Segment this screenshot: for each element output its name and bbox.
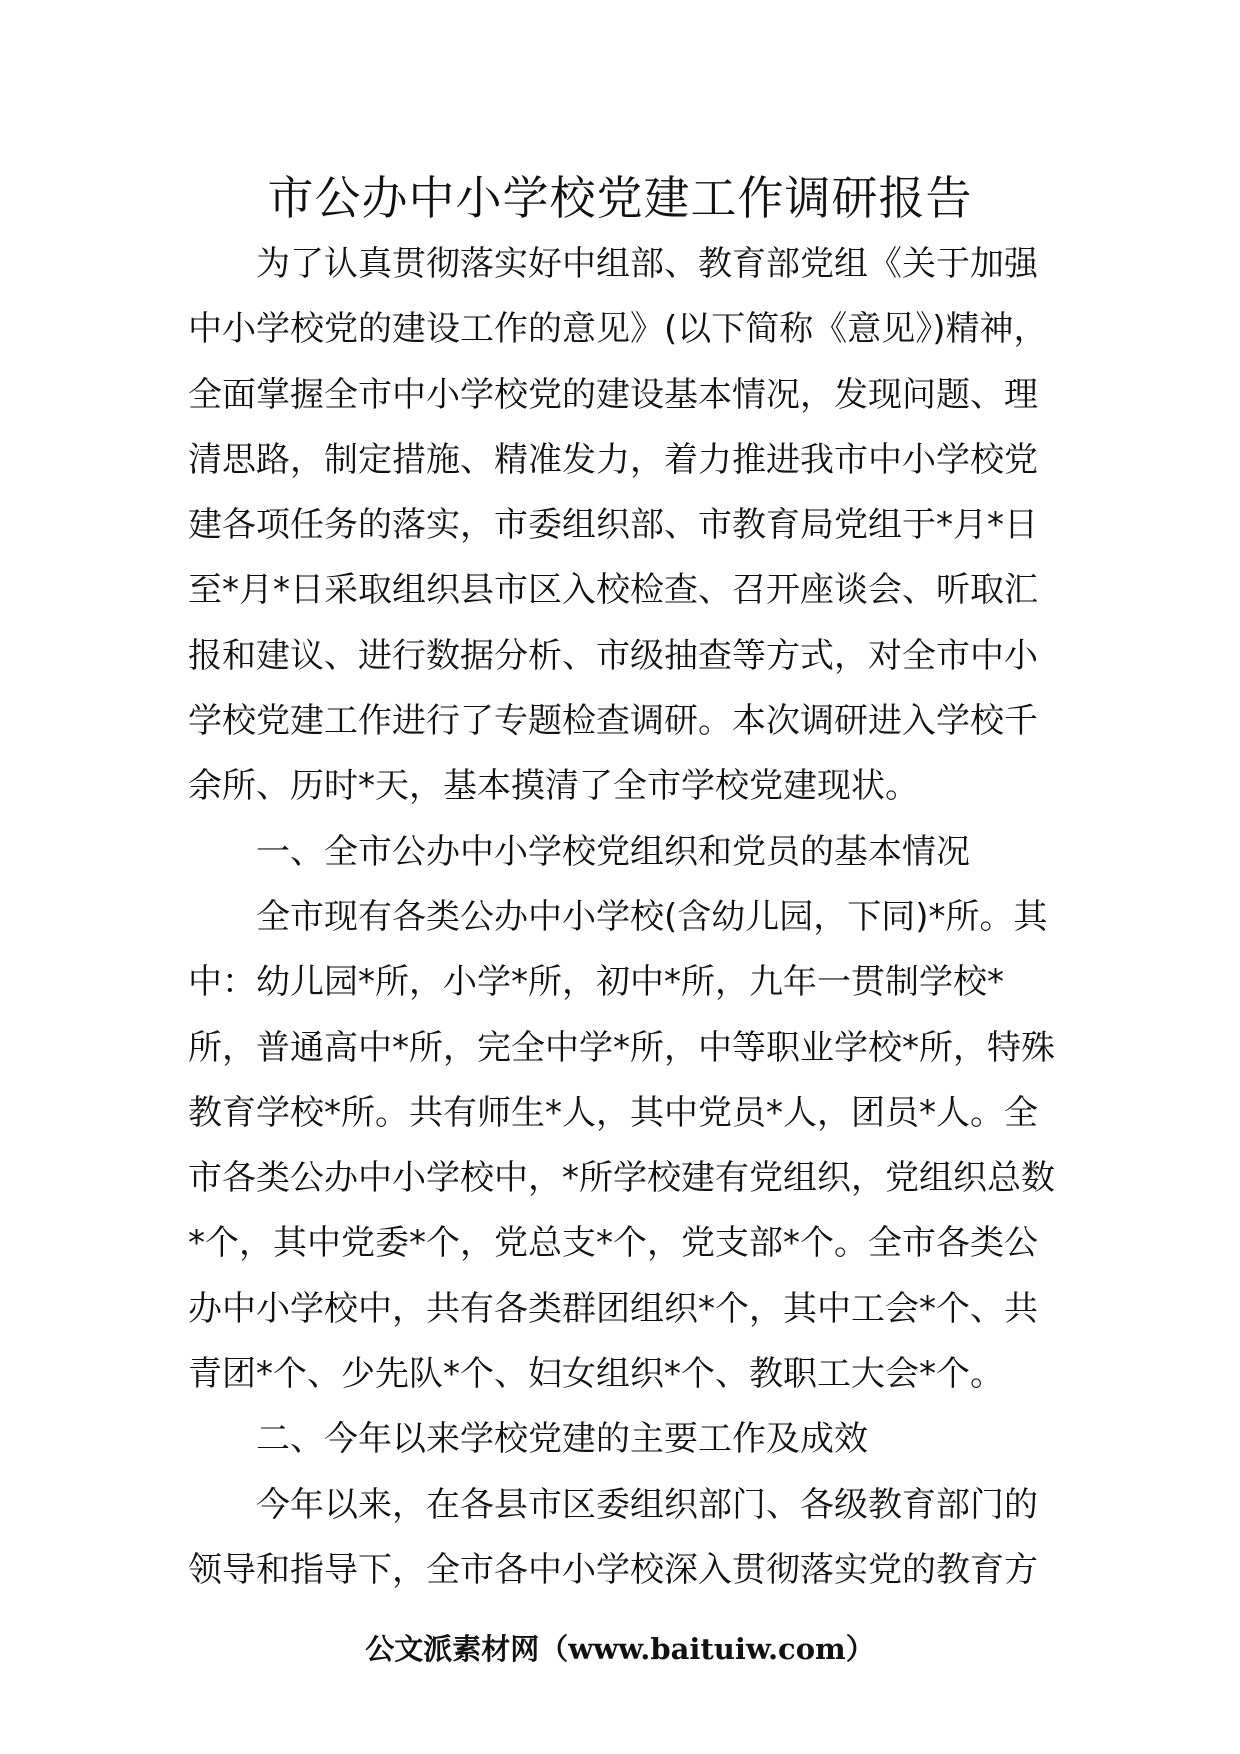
paragraph-line: 至*月*日采取组织县市区入校检查、召开座谈会、听取汇: [188, 570, 1038, 611]
paragraph-line: 全市现有各类公办中小学校(含幼儿园，下同)*所。其: [256, 896, 1048, 937]
footer-watermark: 公文派素材网（www.baituiw.com）: [365, 1632, 875, 1666]
paragraph-line: 领导和指导下，全市各中小学校深入贯彻落实党的教育方: [188, 1549, 1038, 1590]
paragraph-line: 所，普通高中*所，完全中学*所，中等职业学校*所，特殊: [188, 1027, 1055, 1068]
paragraph-line: 青团*个、少先队*个、妇女组织*个、教职工大会*个。: [188, 1354, 1004, 1395]
section-heading: 二、今年以来学校党建的主要工作及成效: [256, 1419, 868, 1460]
paragraph-line: 教育学校*所。共有师生*人，其中党员*人，团员*人。全: [188, 1092, 1038, 1133]
paragraph-line: 学校党建工作进行了专题检查调研。本次调研进入学校千: [188, 701, 1038, 742]
document-body: [188, 232, 1058, 1603]
paragraph-line: 建各项任务的落实，市委组织部、市教育局党组于*月*日: [188, 505, 1038, 546]
paragraph-line: 报和建议、进行数据分析、市级抽查等方式，对全市中小: [188, 635, 1038, 676]
paragraph-line: 为了认真贯彻落实好中组部、教育部党组《关于加强: [256, 244, 1038, 284]
paragraph-line: *个，其中党委*个，党总支*个，党支部*个。全市各类公: [188, 1223, 1038, 1264]
paragraph-line: 余所、历时*天，基本摸清了全市学校党建现状。: [188, 766, 919, 807]
paragraph-line: 办中小学校中，共有各类群团组织*个，其中工会*个、共: [188, 1288, 1038, 1329]
paragraph-line: 中：幼儿园*所，小学*所，初中*所，九年一贯制学校*: [188, 962, 1004, 1003]
document-title: 市公办中小学校党建工作调研报告: [267, 171, 973, 225]
section-heading: 一、全市公办中小学校党组织和党员的基本情况: [256, 831, 970, 872]
paragraph-line: 清思路，制定措施、精准发力，着力推进我市中小学校党: [188, 439, 1038, 480]
paragraph-line: 市各类公办中小学校中，*所学校建有党组织，党组织总数: [188, 1158, 1055, 1199]
paragraph-line: 中小学校党的建设工作的意见》(以下简称《意见》)精神，: [188, 309, 1048, 350]
paragraph-line: 全面掌握全市中小学校党的建设基本情况，发现问题、理: [188, 374, 1038, 415]
paragraph-line: 今年以来，在各县市区委组织部门、各级教育部门的: [256, 1484, 1038, 1525]
